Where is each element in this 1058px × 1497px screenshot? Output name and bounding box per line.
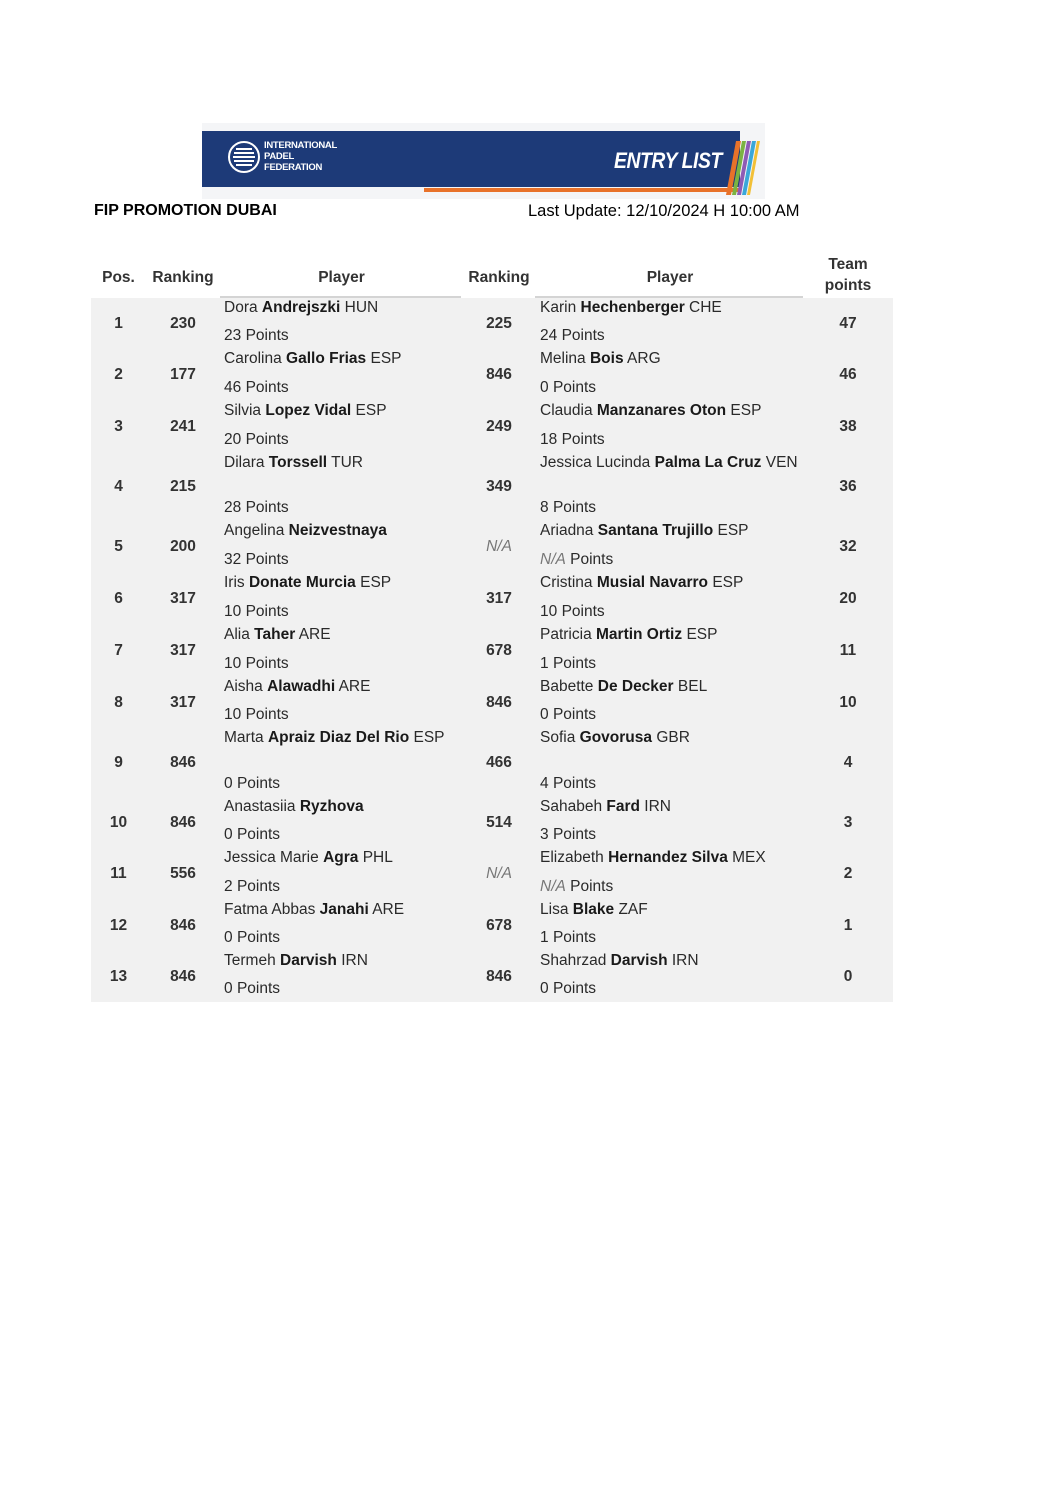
position-cell: 4 xyxy=(114,478,123,495)
player-first-name: Cristina xyxy=(540,574,593,591)
ranking-1-cell: 846 xyxy=(170,916,196,934)
player-nationality: ESP xyxy=(355,402,387,419)
ranking-2-cell: 225 xyxy=(486,314,512,332)
position-cell: 12 xyxy=(109,916,128,934)
player-points-value: 0 xyxy=(540,706,549,723)
fip-logo-icon xyxy=(226,139,262,175)
player-name xyxy=(224,521,461,541)
player-nationality: IRN xyxy=(341,952,368,969)
player-1-cell xyxy=(224,453,461,521)
player-points-value: 46 xyxy=(224,379,242,396)
player-1-cell xyxy=(224,625,461,677)
table-row xyxy=(91,349,893,401)
ranking-2-cell: 249 xyxy=(486,418,512,435)
player-name xyxy=(224,298,461,318)
player-nationality: MEX xyxy=(732,849,766,866)
player-points-value: 28 xyxy=(224,499,242,516)
player-first-name: Anastasiia xyxy=(224,798,296,815)
player-points xyxy=(224,651,289,677)
player-nationality: GBR xyxy=(656,729,690,746)
player-points xyxy=(224,976,280,1002)
player-last-name: Hernandez Silva xyxy=(608,849,728,866)
player-name xyxy=(224,401,461,421)
player-2-cell xyxy=(540,573,803,625)
player-nationality: ZAF xyxy=(618,901,648,918)
player-points-suffix: Points xyxy=(552,379,597,396)
player-nationality: ESP xyxy=(370,350,402,367)
player-first-name: Melina xyxy=(540,350,586,367)
team-points-cell: 10 xyxy=(839,693,857,711)
player-name xyxy=(540,298,803,318)
player-first-name: Dora xyxy=(224,299,258,316)
player-points-value: 10 xyxy=(540,603,558,620)
player-first-name: Carolina xyxy=(224,350,282,367)
position-cell: 10 xyxy=(109,813,128,831)
player-points-suffix: Points xyxy=(245,379,289,396)
player-first-name: Patricia xyxy=(540,626,592,643)
table-row xyxy=(91,900,893,951)
table-row xyxy=(91,677,893,728)
ranking-1-cell: 846 xyxy=(170,753,196,771)
player-last-name: De Decker xyxy=(597,678,674,695)
player-first-name: Aisha xyxy=(224,678,263,695)
player-points-suffix: Points xyxy=(245,706,289,723)
player-points-value: N/A xyxy=(540,878,566,895)
player-2-cell xyxy=(540,349,803,401)
player-1-cell xyxy=(224,521,461,573)
player-first-name: Ariadna xyxy=(540,522,594,539)
ranking-1-cell: 230 xyxy=(170,314,196,332)
position-cell: 1 xyxy=(114,314,123,332)
player-1-cell xyxy=(224,349,461,401)
player-name xyxy=(540,401,803,421)
team-points-cell: 3 xyxy=(843,813,853,831)
player-first-name: Shahrzad xyxy=(540,952,607,969)
player-name xyxy=(540,797,803,817)
player-points xyxy=(224,323,289,349)
ranking-2-cell: 846 xyxy=(486,967,512,985)
ranking-2-cell: 846 xyxy=(486,366,512,383)
logo-line-1: INTERNATIONAL xyxy=(264,140,337,151)
player-last-name: Darvish xyxy=(280,952,337,969)
team-points-cell: 47 xyxy=(839,314,857,332)
player-points-suffix: Points xyxy=(552,980,597,997)
player-nationality: ARG xyxy=(627,350,661,367)
player-points-suffix: Points xyxy=(245,551,289,568)
player-nationality: PHL xyxy=(362,849,393,866)
player-last-name: Musial Navarro xyxy=(596,574,708,591)
player-1-cell xyxy=(224,848,461,900)
player-1-cell xyxy=(224,401,461,453)
player-points-value: 10 xyxy=(224,603,242,620)
player-2-cell xyxy=(540,848,803,900)
position-cell: 5 xyxy=(114,538,123,555)
table-row xyxy=(91,298,893,349)
player-nationality: BEL xyxy=(677,678,708,695)
player-points-value: 3 xyxy=(540,826,549,843)
player-points-value: 0 xyxy=(224,775,233,792)
ranking-2-cell: N/A xyxy=(486,865,512,882)
player-last-name: Govorusa xyxy=(579,729,653,746)
player-points-value: 0 xyxy=(224,826,233,843)
logo-line-2: PADEL xyxy=(264,151,294,162)
player-name xyxy=(540,349,803,369)
player-points-suffix: Points xyxy=(236,980,281,997)
player-nationality: ESP xyxy=(686,626,718,643)
team-points-cell: 1 xyxy=(843,916,853,934)
team-points-cell: 36 xyxy=(839,478,857,495)
player-last-name: Ryzhova xyxy=(299,798,364,815)
player-points xyxy=(540,427,605,453)
player-points-suffix: Points xyxy=(245,603,289,620)
player-nationality: CHE xyxy=(689,299,722,316)
position-cell: 7 xyxy=(114,642,123,659)
player-points xyxy=(540,651,596,677)
player-points-suffix: Points xyxy=(236,878,281,895)
player-points xyxy=(540,547,613,573)
position-cell: 8 xyxy=(114,693,123,711)
player-name xyxy=(224,453,461,473)
player-name xyxy=(540,521,803,541)
player-nationality: ESP xyxy=(413,729,445,746)
position-cell: 11 xyxy=(110,865,127,882)
player-points xyxy=(224,427,289,453)
player-last-name: Agra xyxy=(323,849,359,866)
player-first-name: Dilara xyxy=(224,454,265,471)
player-first-name: Angelina xyxy=(224,522,285,539)
table-row xyxy=(91,401,893,453)
player-points-suffix: Points xyxy=(552,826,597,843)
player-2-cell xyxy=(540,728,803,797)
player-points xyxy=(224,702,289,728)
table-row xyxy=(91,521,893,573)
player-name xyxy=(224,349,461,369)
player-first-name: Karin xyxy=(540,299,577,316)
player-last-name: Martin Ortiz xyxy=(596,626,683,643)
team-points-cell: 11 xyxy=(839,642,857,659)
player-nationality: ESP xyxy=(360,574,392,591)
ranking-1-cell: 317 xyxy=(170,590,196,607)
player-first-name: Sahabeh xyxy=(540,798,603,815)
player-points-suffix: Points xyxy=(570,551,614,568)
color-stripes-graphic xyxy=(722,131,762,195)
team-points-cell: 46 xyxy=(839,366,857,383)
player-first-name: Sofia xyxy=(540,729,576,746)
player-first-name: Lisa xyxy=(540,901,569,918)
player-name xyxy=(224,951,461,971)
player-points-value: 23 xyxy=(224,327,242,344)
player-points-suffix: Points xyxy=(245,431,289,448)
player-1-cell xyxy=(224,797,461,848)
player-2-cell xyxy=(540,401,803,453)
player-1-cell xyxy=(224,951,461,1002)
player-last-name: Gallo Frias xyxy=(286,350,367,367)
player-1-cell xyxy=(224,298,461,349)
player-1-cell xyxy=(224,677,461,728)
player-points-value: 0 xyxy=(540,379,549,396)
position-cell: 3 xyxy=(114,418,123,435)
ranking-2-cell: 846 xyxy=(486,693,512,711)
player-first-name: Claudia xyxy=(540,402,593,419)
player-last-name: Donate Murcia xyxy=(248,574,356,591)
player-points xyxy=(540,495,596,521)
player-last-name: Apraiz Diaz Del Rio xyxy=(267,729,410,746)
player-points-suffix: Points xyxy=(236,826,281,843)
player-points xyxy=(224,547,289,573)
position-cell: 9 xyxy=(114,753,123,771)
player-points-value: 1 xyxy=(540,655,549,672)
ranking-2-cell: 514 xyxy=(486,813,512,831)
header-player-1: Player xyxy=(318,269,365,286)
player-nationality: ARE xyxy=(298,626,331,643)
player-points-value: 0 xyxy=(540,980,549,997)
player-first-name: Fatma Abbas xyxy=(224,901,316,918)
player-points xyxy=(540,375,596,401)
player-name xyxy=(540,625,803,645)
table-row xyxy=(91,453,893,521)
ranking-1-cell: 241 xyxy=(170,418,196,435)
player-points xyxy=(540,874,613,900)
ranking-2-cell: 349 xyxy=(486,478,512,495)
player-points-value: 24 xyxy=(540,327,558,344)
player-first-name: Babette xyxy=(540,678,594,695)
header-team-points-line-1: Team xyxy=(828,256,868,273)
player-points xyxy=(540,323,605,349)
player-points-value: 0 xyxy=(224,980,233,997)
table-row xyxy=(91,848,893,900)
header-player-2: Player xyxy=(646,269,694,286)
player-name xyxy=(224,900,461,920)
player-points-value: N/A xyxy=(540,551,566,568)
player-last-name: Torssell xyxy=(268,454,328,471)
team-points-cell: 4 xyxy=(843,753,853,771)
position-cell: 2 xyxy=(114,366,123,383)
player-last-name: Santana Trujillo xyxy=(597,522,714,539)
player-nationality: ESP xyxy=(730,402,762,419)
header-ranking-2: Ranking xyxy=(468,269,530,286)
ranking-1-cell: 317 xyxy=(170,642,196,659)
player-first-name: Marta xyxy=(224,729,264,746)
position-cell: 13 xyxy=(109,967,128,985)
player-first-name: Iris xyxy=(224,574,245,591)
player-points-suffix: Points xyxy=(236,929,281,946)
player-points-suffix: Points xyxy=(552,706,597,723)
player-2-cell xyxy=(540,298,803,349)
player-points-suffix: Points xyxy=(561,603,605,620)
header-team-points-line-2: points xyxy=(824,277,872,294)
fip-logo-text xyxy=(264,140,337,173)
player-points-suffix: Points xyxy=(245,499,289,516)
ranking-1-cell: 177 xyxy=(170,366,196,383)
player-points-suffix: Points xyxy=(236,775,281,792)
player-first-name: Elizabeth xyxy=(540,849,604,866)
player-nationality: ESP xyxy=(717,522,749,539)
player-name xyxy=(224,573,461,593)
last-update: Last Update: 12/10/2024 H 10:00 AM xyxy=(528,202,800,220)
player-last-name: Andrejszki xyxy=(261,299,341,316)
player-points-suffix: Points xyxy=(552,775,597,792)
player-nationality: HUN xyxy=(344,299,379,316)
player-name xyxy=(540,728,803,748)
player-2-cell xyxy=(540,951,803,1002)
player-last-name: Blake xyxy=(572,901,615,918)
player-2-cell xyxy=(540,625,803,677)
player-name xyxy=(540,900,803,920)
banner-title: ENTRY LIST xyxy=(614,148,722,173)
player-nationality: ARE xyxy=(338,678,371,695)
player-points-suffix: Points xyxy=(245,655,289,672)
player-points-value: 20 xyxy=(224,431,242,448)
player-last-name: Fard xyxy=(606,798,640,815)
player-points xyxy=(540,925,596,951)
player-name xyxy=(224,848,461,868)
player-points xyxy=(224,771,280,797)
player-last-name: Manzanares Oton xyxy=(596,402,727,419)
logo-line-3: FEDERATION xyxy=(264,162,323,173)
player-last-name: Bois xyxy=(589,350,624,367)
player-name xyxy=(224,677,461,697)
table-body xyxy=(91,298,893,1002)
player-points-value: 2 xyxy=(224,878,233,895)
player-points xyxy=(540,702,596,728)
player-nationality: ESP xyxy=(712,574,744,591)
position-cell: 6 xyxy=(114,590,123,607)
player-nationality: ARE xyxy=(372,901,405,918)
ranking-2-cell: 678 xyxy=(486,916,512,934)
banner-orange-stripe xyxy=(424,188,740,192)
table-header xyxy=(91,252,893,298)
ranking-1-cell: 215 xyxy=(170,478,196,495)
event-title: FIP PROMOTION DUBAI xyxy=(94,202,277,219)
ranking-1-cell: 846 xyxy=(170,813,196,831)
player-points-suffix: Points xyxy=(552,655,597,672)
player-name xyxy=(224,797,461,817)
table-row xyxy=(91,951,893,1002)
player-1-cell xyxy=(224,728,461,797)
player-1-cell xyxy=(224,900,461,951)
table-row xyxy=(91,573,893,625)
header-ranking-1: Ranking xyxy=(152,269,214,286)
player-points-suffix: Points xyxy=(245,327,289,344)
ranking-2-cell: N/A xyxy=(486,538,512,555)
team-points-cell: 32 xyxy=(839,538,857,555)
table-row xyxy=(91,625,893,677)
table-row xyxy=(91,728,893,797)
player-points-value: 10 xyxy=(224,655,242,672)
player-points-value: 8 xyxy=(540,499,549,516)
player-points-value: 32 xyxy=(224,551,242,568)
table-row xyxy=(91,797,893,848)
player-points-suffix: Points xyxy=(570,878,614,895)
player-points xyxy=(224,925,280,951)
player-points xyxy=(224,375,289,401)
player-name xyxy=(224,728,461,748)
player-points xyxy=(540,599,605,625)
team-points-cell: 0 xyxy=(843,967,853,985)
player-points-suffix: Points xyxy=(561,327,605,344)
player-first-name: Alia xyxy=(224,626,250,643)
player-points xyxy=(224,874,280,900)
player-name xyxy=(540,951,803,971)
entry-list-banner xyxy=(202,123,765,199)
player-nationality: TUR xyxy=(331,454,363,471)
player-points-suffix: Points xyxy=(561,431,605,448)
player-first-name: Jessica Marie xyxy=(224,849,319,866)
player-name xyxy=(540,453,803,473)
ranking-1-cell: 846 xyxy=(170,967,196,985)
entry-list-table xyxy=(91,252,893,1002)
player-last-name: Palma La Cruz xyxy=(654,454,762,471)
player-last-name: Janahi xyxy=(319,901,369,918)
player-last-name: Darvish xyxy=(610,952,668,969)
ranking-1-cell: 200 xyxy=(170,538,196,555)
player-points-suffix: Points xyxy=(552,499,597,516)
header-team-points xyxy=(805,254,891,296)
team-points-cell: 20 xyxy=(839,590,857,607)
player-2-cell xyxy=(540,797,803,848)
player-last-name: Neizvestnaya xyxy=(288,522,387,539)
team-points-cell: 2 xyxy=(843,865,853,882)
player-points-value: 18 xyxy=(540,431,558,448)
player-points xyxy=(224,495,289,521)
player-name xyxy=(540,848,803,868)
player-2-cell xyxy=(540,453,803,521)
player-points-value: 4 xyxy=(540,775,549,792)
player-points xyxy=(224,599,289,625)
player-points xyxy=(540,771,596,797)
player-last-name: Taher xyxy=(254,626,296,643)
player-2-cell xyxy=(540,677,803,728)
player-nationality: VEN xyxy=(765,454,798,471)
player-points-value: 10 xyxy=(224,706,242,723)
player-nationality: IRN xyxy=(644,798,671,815)
player-2-cell xyxy=(540,900,803,951)
ranking-1-cell: 556 xyxy=(170,865,196,882)
player-last-name: Alawadhi xyxy=(267,678,336,695)
player-nationality: IRN xyxy=(671,952,699,969)
ranking-2-cell: 317 xyxy=(486,590,512,607)
player-first-name: Silvia xyxy=(224,402,262,419)
ranking-2-cell: 678 xyxy=(486,642,512,659)
ranking-1-cell: 317 xyxy=(170,693,196,711)
team-points-cell: 38 xyxy=(839,418,857,435)
player-first-name: Termeh xyxy=(224,952,276,969)
player-1-cell xyxy=(224,573,461,625)
player-points xyxy=(224,822,280,848)
player-points-value: 0 xyxy=(224,929,233,946)
player-name xyxy=(224,625,461,645)
ranking-2-cell: 466 xyxy=(486,753,512,771)
player-name xyxy=(540,677,803,697)
player-2-cell xyxy=(540,521,803,573)
player-first-name: Jessica Lucinda xyxy=(540,454,651,471)
player-name xyxy=(540,573,803,593)
player-points xyxy=(540,976,596,1002)
player-last-name: Hechenberger xyxy=(580,299,685,316)
player-points xyxy=(540,822,596,848)
header-pos: Pos. xyxy=(102,269,135,286)
player-last-name: Lopez Vidal xyxy=(265,402,352,419)
player-points-value: 1 xyxy=(540,929,549,946)
player-points-suffix: Points xyxy=(552,929,597,946)
